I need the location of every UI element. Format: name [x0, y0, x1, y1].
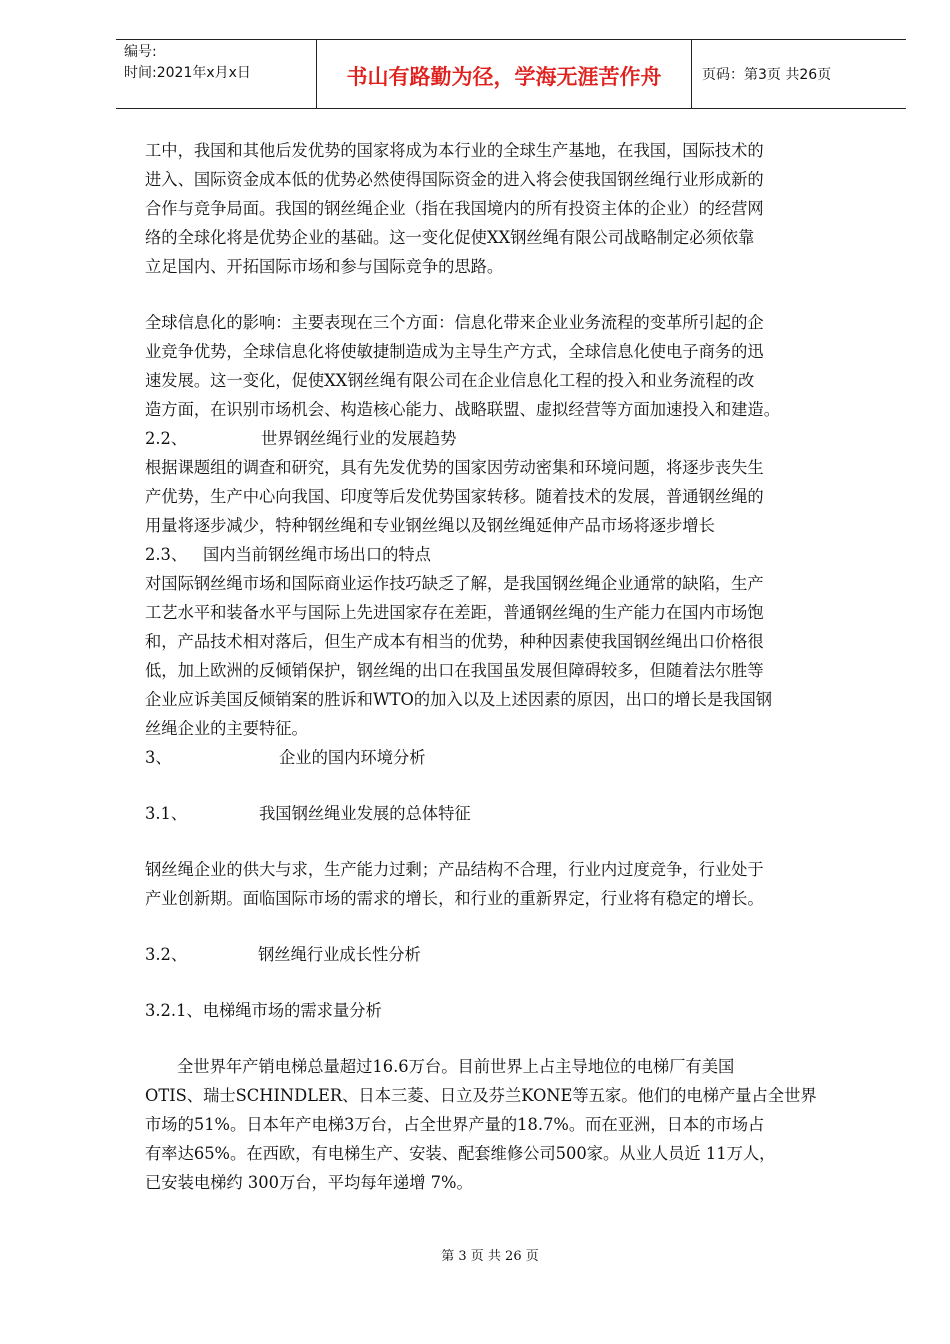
text-line: 合作与竞争局面。我国的钢丝绳企业（指在我国境内的所有投资主体的企业）的经营网 — [145, 199, 764, 218]
text-line: 工中，我国和其他后发优势的国家将成为本行业的全球生产基地，在我国，国际技术的 — [145, 141, 764, 160]
section-number: 3.2、 — [145, 945, 188, 964]
section-heading-3-2 — [145, 940, 885, 969]
document-date-label: 时间:2021年x月x日 — [124, 65, 251, 81]
text-line: 有率达65%。在西欧，有电梯生产、安装、配套维修公司500家。从业人员近 11万人， — [145, 1144, 776, 1163]
section-title: 世界钢丝绳行业的发展趋势 — [261, 429, 457, 448]
paragraph-informatization — [145, 308, 885, 424]
page-footer: 第 3 页 共 26 页 — [441, 1249, 539, 1264]
section-title: 国内当前钢丝绳市场出口的特点 — [203, 545, 431, 564]
text-line: 立足国内、开拓国际市场和参与国际竞争的思路。 — [145, 257, 504, 276]
text-line: 对国际钢丝绳市场和国际商业运作技巧缺乏了解，是我国钢丝绳企业通常的缺陷，生产 — [145, 574, 764, 593]
text-line: 速发展。这一变化，促使XX钢丝绳有限公司在企业信息化工程的投入和业务流程的改 — [145, 371, 755, 390]
header-motto: 书山有路勤为径，学海无涯苦作舟 — [346, 65, 662, 89]
text-line: 全球信息化的影响：主要表现在三个方面：信息化带来企业业务流程的变革所引起的企 — [145, 313, 764, 332]
section-heading-3 — [145, 743, 885, 772]
text-line: 产业创新期。面临国际市场的需求的增长，和行业的重新界定，行业将有稳定的增长。 — [145, 889, 764, 908]
text-line: 钢丝绳企业的供大与求，生产能力过剩；产品结构不合理，行业内过度竞争，行业处于 — [145, 860, 764, 879]
text-line: 低，加上欧洲的反倾销保护，钢丝绳的出口在我国虽发展但障碍较多，但随着法尔胜等 — [145, 661, 764, 680]
section-title: 我国钢丝绳业发展的总体特征 — [259, 804, 471, 823]
section-title: 企业的国内环境分析 — [279, 748, 426, 767]
text-line: 产优势，生产中心向我国、印度等后发优势国家转移。随着技术的发展，普通钢丝绳的 — [145, 487, 764, 506]
text-line: 全世界年产销电梯总量超过16.6万台。目前世界上占主导地位的电梯厂有美国 — [177, 1057, 735, 1076]
section-heading-2-2 — [145, 424, 885, 453]
section-heading-3-1 — [145, 799, 885, 828]
header-left-cell — [116, 40, 316, 108]
paragraph-overall-features — [145, 855, 885, 913]
text-line: 已安装电梯约 300万台，平均每年递增 7%。 — [145, 1173, 473, 1192]
text-line: 业竞争优势，全球信息化将使敏捷制造成为主导生产方式，全球信息化使电子商务的迅 — [145, 342, 764, 361]
text-line: 丝绳企业的主要特征。 — [145, 719, 308, 738]
section-number: 3.1、 — [145, 804, 188, 823]
paragraph-world-trend — [145, 453, 885, 540]
text-line: 市场的51%。日本年产电梯3万台，占全世界产量的18.7%。而在亚洲，日本的市场占 — [145, 1115, 765, 1134]
section-number: 2.3、 — [145, 545, 188, 564]
document-number-label: 编号: — [124, 44, 157, 60]
paragraph-elevator-market — [145, 1052, 885, 1197]
text-line: 和，产品技术相对落后，但生产成本有相当的优势，种种因素使我国钢丝绳出口价格很 — [145, 632, 764, 651]
text-line: 造方面，在识别市场机会、构造核心能力、战略联盟、虚拟经营等方面加速投入和建造。 — [145, 400, 780, 419]
paragraph-globalization — [145, 136, 885, 281]
paragraph-export — [145, 569, 885, 743]
section-heading-2-3 — [145, 540, 885, 569]
section-number: 2.2、 — [145, 429, 188, 448]
header-motto-cell — [316, 40, 692, 108]
text-line: 进入、国际资金成本低的优势必然使得国际资金的进入将会使我国钢丝绳行业形成新的 — [145, 170, 764, 189]
document-body — [145, 136, 885, 1197]
text-line: 络的全球化将是优势企业的基础。这一变化促使XX钢丝绳有限公司战略制定必须依靠 — [145, 228, 755, 247]
text-line: 用量将逐步减少，特种钢丝绳和专业钢丝绳以及钢丝绳延伸产品市场将逐步增长 — [145, 516, 715, 535]
text-line: 企业应诉美国反倾销案的胜诉和WTO的加入以及上述因素的原因，出口的增长是我国钢 — [145, 690, 773, 709]
header-page-cell — [692, 40, 906, 108]
text-line: 工艺水平和装备水平与国际上先进国家存在差距，普通钢丝绳的生产能力在国内市场饱 — [145, 603, 764, 622]
section-number: 3、 — [145, 748, 172, 767]
header-page-info: 页码：第3页 共26页 — [702, 67, 832, 83]
page-header — [116, 39, 906, 109]
section-title: 钢丝绳行业成长性分析 — [258, 945, 421, 964]
text-line: 根据课题组的调查和研究，具有先发优势的国家因劳动密集和环境问题，将逐步丧失生 — [145, 458, 764, 477]
text-line: OTIS、瑞士SCHINDLER、日本三菱、日立及芬兰KONE等五家。他们的电梯产量占全世界 — [145, 1086, 817, 1105]
section-heading-3-2-1: 3.2.1、电梯绳市场的需求量分析 — [145, 1001, 382, 1020]
